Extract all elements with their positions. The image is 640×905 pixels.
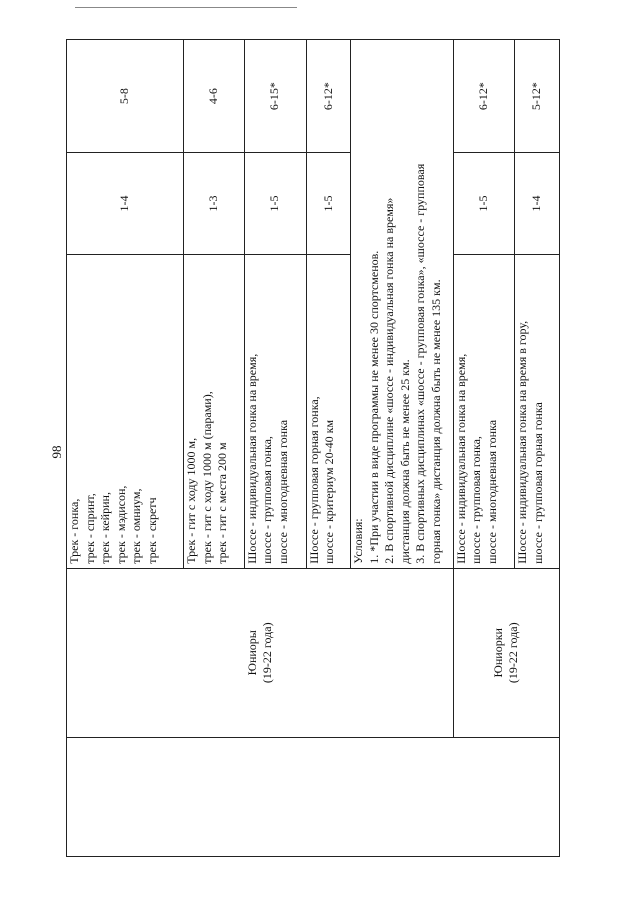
group-name: Юниорки: [491, 628, 506, 678]
condition-line: Условия:: [351, 518, 366, 564]
page-number: 98: [49, 445, 64, 459]
blank-column-cell: [67, 737, 560, 856]
discipline-line: Шоссе - индивидуальная гонка на время,: [453, 353, 468, 564]
discipline-line: Шоссе - индивидуальная гонка на время в гору,: [515, 320, 530, 564]
places-range-cell: 6-15*: [244, 40, 306, 153]
group-cell: [453, 568, 560, 737]
places-range-cell: 6-12*: [453, 40, 515, 153]
table-row: [453, 40, 515, 857]
places-range-cell: 1-4: [67, 153, 184, 255]
rotated-table-wrapper: [66, 39, 560, 857]
discipline-line: шоссе - групповая гонка,: [260, 436, 275, 564]
places-range-cell: 5-8: [67, 40, 184, 153]
table-row: [67, 40, 184, 857]
disciplines-cell: [244, 254, 306, 568]
condition-line: горная гонка» дистанция должна быть не менее 135 км.: [428, 279, 443, 564]
discipline-line: трек - гит с ходу 1000 м (парами),: [199, 391, 214, 564]
conditions-cell: [351, 40, 453, 569]
disciplines-cell: [453, 254, 515, 568]
condition-line: 1. *При участии в виде программы не менее 30 спортсменов.: [366, 250, 381, 564]
disciplines-cell: [184, 254, 245, 568]
group-age: (19-22 года): [506, 622, 521, 684]
discipline-line: Трек - гит с ходу 1000 м,: [184, 437, 199, 564]
group-age: (19-22 года): [259, 622, 274, 684]
discipline-line: Шоссе - групповая горная гонка,: [306, 396, 321, 564]
norms-table: [66, 39, 560, 857]
places-range-cell: 1-5: [306, 153, 351, 255]
discipline-line: трек - мэдисон,: [113, 485, 128, 564]
condition-line: 3. В спортивных дисциплинах «шоссе - групповая гонка», «шоссе - групповая: [413, 163, 428, 564]
group-cell: [67, 568, 454, 737]
discipline-line: трек - кейрин,: [98, 492, 112, 564]
discipline-line: шоссе - групповая гонка,: [469, 436, 483, 564]
places-range-cell: 6-12*: [306, 40, 351, 153]
discipline-line: трек - омниум,: [129, 488, 143, 564]
discipline-line: шоссе - многодневная гонка: [275, 419, 290, 564]
places-range-cell: 1-4: [515, 153, 560, 255]
discipline-line: Трек - гонка,: [67, 498, 81, 564]
header-rule: [75, 7, 297, 8]
discipline-line: трек - гит с места 200 м: [215, 442, 230, 564]
places-range-cell: 1-5: [244, 153, 306, 255]
places-range-cell: 5-12*: [515, 40, 560, 153]
condition-line: дистанция должна быть не менее 25 км.: [397, 359, 412, 564]
group-name: Юниоры: [244, 630, 259, 676]
discipline-line: Шоссе - индивидуальная гонка на время,: [244, 353, 259, 564]
discipline-line: шоссе - критериум 20-40 км: [322, 419, 337, 564]
disciplines-cell: [515, 254, 560, 568]
places-range-cell: 1-5: [453, 153, 515, 255]
disciplines-cell: [306, 254, 351, 568]
disciplines-cell: [67, 254, 184, 568]
places-range-cell: 4-6: [184, 40, 245, 153]
places-range-cell: 1-3: [184, 153, 245, 255]
condition-line: 2. В спортивной дисциплине «шоссе - индивидуальная гонка на время»: [382, 197, 397, 564]
discipline-line: шоссе - многодневная гонка: [484, 419, 499, 564]
discipline-line: трек - скретч: [144, 497, 159, 564]
discipline-line: шоссе - групповая горная гонка: [530, 402, 545, 564]
discipline-line: трек - спринт,: [82, 493, 97, 564]
